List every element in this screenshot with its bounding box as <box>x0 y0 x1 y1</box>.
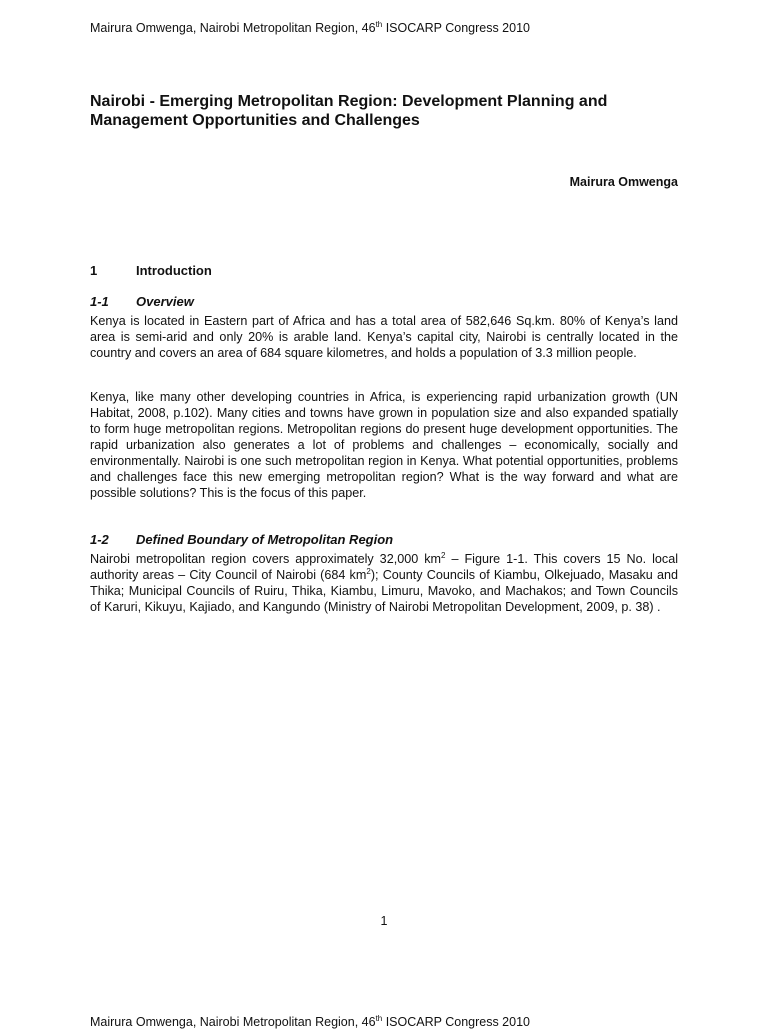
subsection-number: 1-2 <box>90 532 109 547</box>
section-heading-introduction <box>90 263 212 279</box>
footer-text: Mairura Omwenga, Nairobi Metropolitan Region, 46 <box>90 1015 376 1030</box>
running-footer <box>90 1011 530 1030</box>
paragraph <box>90 551 678 615</box>
paragraph-text: – Figure 1-1. This covers 15 No. local authority areas – City Council of Nairobi (684 km <box>90 552 679 582</box>
subsection-number: 1-1 <box>90 294 109 309</box>
superscript: 2 <box>441 550 446 560</box>
header-text-suffix: ISOCARP Congress 2010 <box>382 21 530 36</box>
subsection-title: Overview <box>136 294 194 309</box>
page-number: 1 <box>380 914 388 928</box>
section-title: Introduction <box>136 263 212 278</box>
paragraph: Kenya, like many other developing countries in Africa, is experiencing rapid urbanization growth (UN Habitat, 2008, p.102). Many cities and towns have grown in population size and also expanded spatially to form huge metropolitan regions. Metropolitan regions do present huge development opportunities. The rapid urbanization also generates a lot of problems and challenges – economically, socially and environmentally. Nairobi is one such metropolitan region in Kenya. What potential opportunities, problems and challenges face this new emerging metropolitan region? What is the way forward and what are possible solutions? This is the focus of this paper. <box>90 390 678 500</box>
header-superscript: th <box>375 20 383 29</box>
paper-title: Nairobi - Emerging Metropolitan Region: Development Planning and Management Opportunities and Challenges <box>90 93 608 129</box>
footer-text-suffix: ISOCARP Congress 2010 <box>382 1015 530 1030</box>
paragraph: Kenya is located in Eastern part of Africa and has a total area of 582,646 Sq.km. 80% of Kenya’s land area is semi-arid and only 20% is arable land. Kenya’s capital city, Nairobi is centrally located in the country and covers an area of 684 square kilometres, and holds a population of 3.3 million people. <box>90 314 678 360</box>
subsection-heading-boundary <box>90 532 393 548</box>
subsection-title: Defined Boundary of Metropolitan Region <box>136 532 394 547</box>
running-header <box>90 17 530 36</box>
section-number: 1 <box>90 263 98 278</box>
header-text: Mairura Omwenga, Nairobi Metropolitan Region, 46 <box>90 21 376 36</box>
subsection-heading-overview <box>90 294 194 310</box>
author-name: Mairura Omwenga <box>569 175 678 189</box>
paragraph-text: ); County Councils of Kiambu, Olkejuado, Masaku and Thika; Municipal Councils of Ruiru, Thika, Kiambu, Limuru, Mavoko, and Machakos; and Town Councils of Karuri, Kikuyu, Kajiado, and Kangundo (Ministry of Nairobi Metropolitan Development, 2009, p. 38) . <box>90 568 678 614</box>
footer-superscript: th <box>375 1014 383 1023</box>
superscript: 2 <box>366 566 371 576</box>
paragraph-text: Nairobi metropolitan region covers approximately 32,000 km <box>90 552 441 566</box>
